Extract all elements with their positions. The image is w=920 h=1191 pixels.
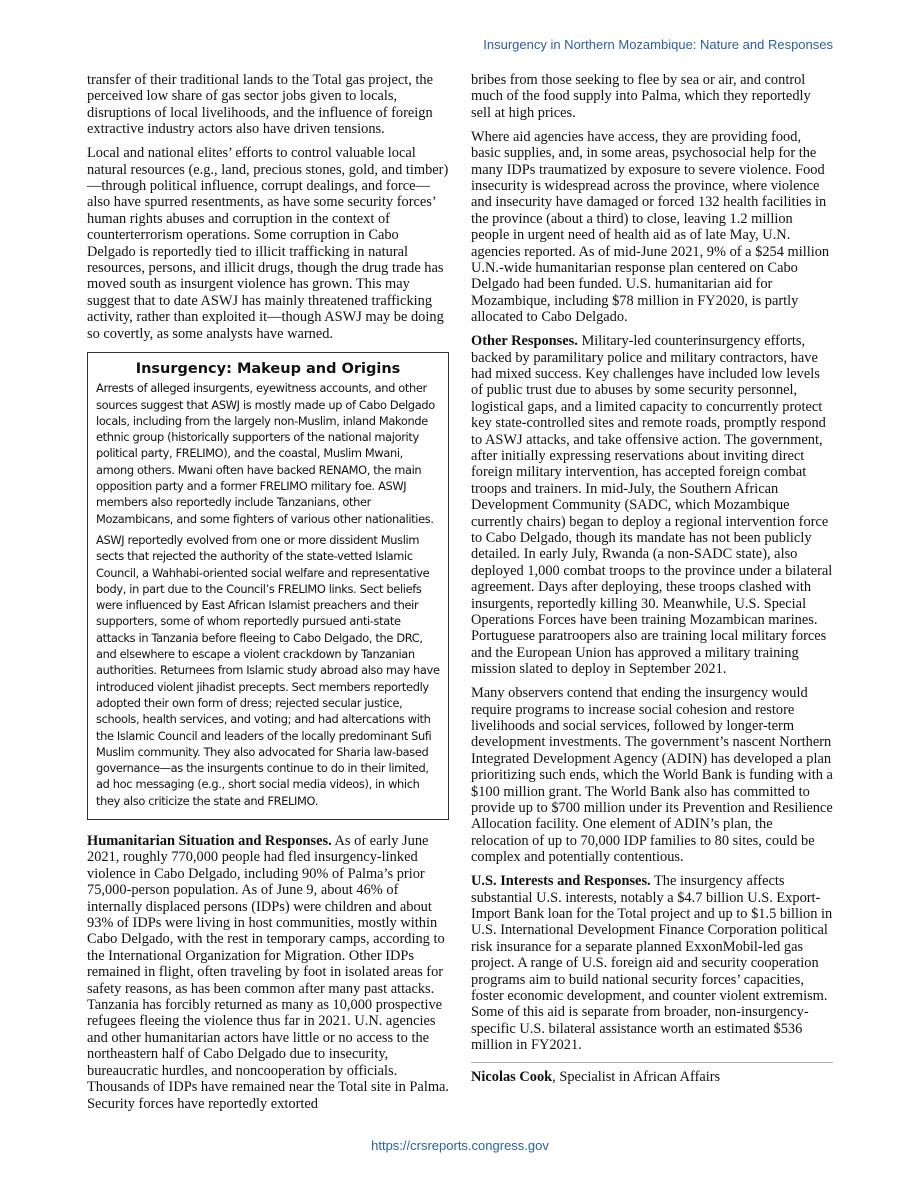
author-title: , Specialist in African Affairs	[552, 1068, 721, 1085]
other-responses-lead: Other Responses.	[471, 333, 578, 350]
other-responses-text: Military-led counterinsurgency efforts, backed by paramilitary police and military contractors, have had mixed success. Key challenges have included low levels of public trust due to abuses by some security personnel, logistical gaps, and a limited capacity to concurrently protect key state-controlled sites and remote roads, promptly respond to ASWJ attacks, and take offensive action. The government, after initially expressing reservations about inviting direct foreign military intervention, has accepted foreign combat troops and trainers. In mid-July, the Southern African Development Community (SADC, which Mozambique currently chairs) began to deploy a regional intervention force to Cabo Delgado, though its mandate has not been publicly detailed. In early July, Rwanda (a non-SADC state), also deployed 1,000 combat troops to the province under a bilateral agreement. Days after deploying, these troops clashed with insurgents, reportedly killing 30. Meanwhile, U.S. Special Operations Forces have been training Mozambican marines. Portuguese paratroopers also are training local military forces and the European Union has approved a military training mission slated to deploy in September 2021.	[471, 333, 833, 678]
byline-divider	[471, 1062, 833, 1063]
paragraph-humanitarian	[87, 833, 449, 1112]
left-column	[87, 72, 449, 1119]
paragraph-tensions: transfer of their traditional lands to the Total gas project, the perceived low share of gas sector jobs given to locals, disruptions of local livelihoods, and the influence of foreign extractive industry actors also have driven tensions.	[87, 72, 433, 138]
running-header: Insurgency in Northern Mozambique: Nature and Responses	[483, 37, 833, 52]
right-column	[471, 72, 833, 1092]
sidebar-box	[87, 352, 449, 820]
paragraph-us-interests	[471, 873, 833, 1053]
footer-url[interactable]: https://crsreports.congress.gov	[371, 1138, 549, 1153]
sidebar-title: Insurgency: Makeup and Origins	[135, 361, 401, 377]
byline	[471, 1069, 833, 1085]
paragraph-observers: Many observers contend that ending the insurgency would require programs to increase social cohesion and restore livelihoods and social services, followed by longer-term development investments. The government’s nascent Northern Integrated Development Agency (ADIN) has developed a plan prioritizing such ends, which the World Bank is funding with a $100 million grant. The World Bank also has committed to provide up to $700 million under its Prevention and Resilience Allocation facility. One element of ADIN’s plan, the relocation of up to 70,000 IDP families to 80 sites, could be complex and potentially contentious.	[471, 685, 833, 866]
paragraph-elites: Local and national elites’ efforts to control valuable local natural resources (e.g., land, precious stones, gold, and timber)—through political influence, corrupt dealings, and force—also have spurred resentments, as have some security forces’ human rights abuses and corruption in the context of counterterrorism operations. Some corruption in Cabo Delgado is reportedly tied to illicit trafficking in natural resources, persons, and illicit drugs, though the drug trade has moved south as insurgent violence has grown. This may suggest that to date ASWJ has mainly threatened trafficking activity, rather than exploited it—though ASWJ may be doing so covertly, as some analysts have warned.	[87, 145, 449, 342]
paragraph-other-responses	[471, 333, 833, 678]
humanitarian-text: As of early June 2021, roughly 770,000 people had fled insurgency-linked violence in Cabo Delgado, including 90% of Palma’s prior 75,000-person population. As of June 9, about 46% of internally displaced persons (IDPs) were children and about 93% of IDPs were living in host communities, mostly within Cabo Delgado, with the rest in temporary camps, according to the International Organization for Migration. Other IDPs remained in flight, often traveling by foot in isolated areas for safety reasons, as has been common after many past attacks. Tanzania has forcibly returned as many as 10,000 prospective refugees fleeing the violence thus far in 2021. U.N. agencies and other humanitarian actors have little or no access to the northeastern half of Cabo Delgado due to insecurity, bureaucratic hurdles, and noncooperation by officials. Thousands of IDPs have remained near the Total site in Palma. Security forces have reportedly extorted	[87, 833, 449, 1112]
us-interests-lead: U.S. Interests and Responses.	[471, 873, 651, 890]
paragraph-aid-access: Where aid agencies have access, they are providing food, basic supplies, and, in some areas, psychosocial help for the many IDPs traumatized by exposure to severe violence. Food insecurity is widespread across the province, where violence and insecurity have damaged or forced 132 health facilities in the province (about a third) to close, leaving 1.2 million people in urgent need of health aid as of late May, U.N. agencies reported. As of mid-June 2021, 9% of a $254 million U.N.-wide humanitarian response plan centered on Cabo Delgado had been funded. U.S. humanitarian aid for Mozambique, including $78 million in FY2020, is partly allocated to Cabo Delgado.	[471, 128, 830, 326]
humanitarian-lead: Humanitarian Situation and Responses.	[87, 833, 332, 850]
sidebar-paragraph-origins: ASWJ reportedly evolved from one or more dissident Muslim sects that rejected the authority of the state-vetted Islamic Council, a Wahhabi-oriented social welfare and representative body, in part due to the Council’s FRELIMO links. Sect beliefs were influenced by East African Islamist preachers and their supporters, some of whom reportedly pursued anti-state attacks in Tanzania before fleeing to Cabo Delgado, the DRC, and elsewhere to escape a violent crackdown by Tanzanian authorities. Returnees from Islamic study abroad also may have introduced violent jihadist precepts. Sect members reportedly adopted their own form of dress; rejected secular justice, schools, health services, and voting; and had altercations with the Islamic Council and leaders of the locally predominant Sufi Muslim community. They also advocated for Sharia law-based governance—as the insurgents continue to do in their limited, ad hoc messaging (e.g., short social media videos), in which they also criticize the state and FRELIMO.	[96, 532, 440, 808]
author-name: Nicolas Cook	[471, 1068, 553, 1085]
us-interests-text: The insurgency affects substantial U.S. interests, notably a $4.7 billion U.S. Export-Import Bank loan for the Total project and up to $1.5 billion in U.S. International Development Finance Corporation political risk insurance for a separate planned ExxonMobil-led gas project. A range of U.S. foreign aid and security cooperation programs aim to build national security forces’ capacities, foster economic development, and counter violent extremism. Some of this aid is separate from broader, non-insurgency-specific U.S. bilateral assistance worth an estimated $536 million in FY2021.	[471, 873, 833, 1054]
sidebar-paragraph-makeup: Arrests of alleged insurgents, eyewitness accounts, and other sources suggest that ASWJ is mostly made up of Cabo Delgado locals, including from the largely non-Muslim, inland Makonde ethnic group (historically supporters of the national majority political party, FRELIMO), and the coastal, Muslim Mwani, among others. Mwani often have backed RENAMO, the main opposition party and a former FRELIMO military foe. ASWJ members also reportedly include Tanzanians, other Mozambicans, and some fighters of various other nationalities.	[96, 381, 435, 526]
paragraph-bribes: bribes from those seeking to flee by sea or air, and control much of the food supply into Palma, which they reportedly sell at high prices.	[471, 72, 811, 121]
